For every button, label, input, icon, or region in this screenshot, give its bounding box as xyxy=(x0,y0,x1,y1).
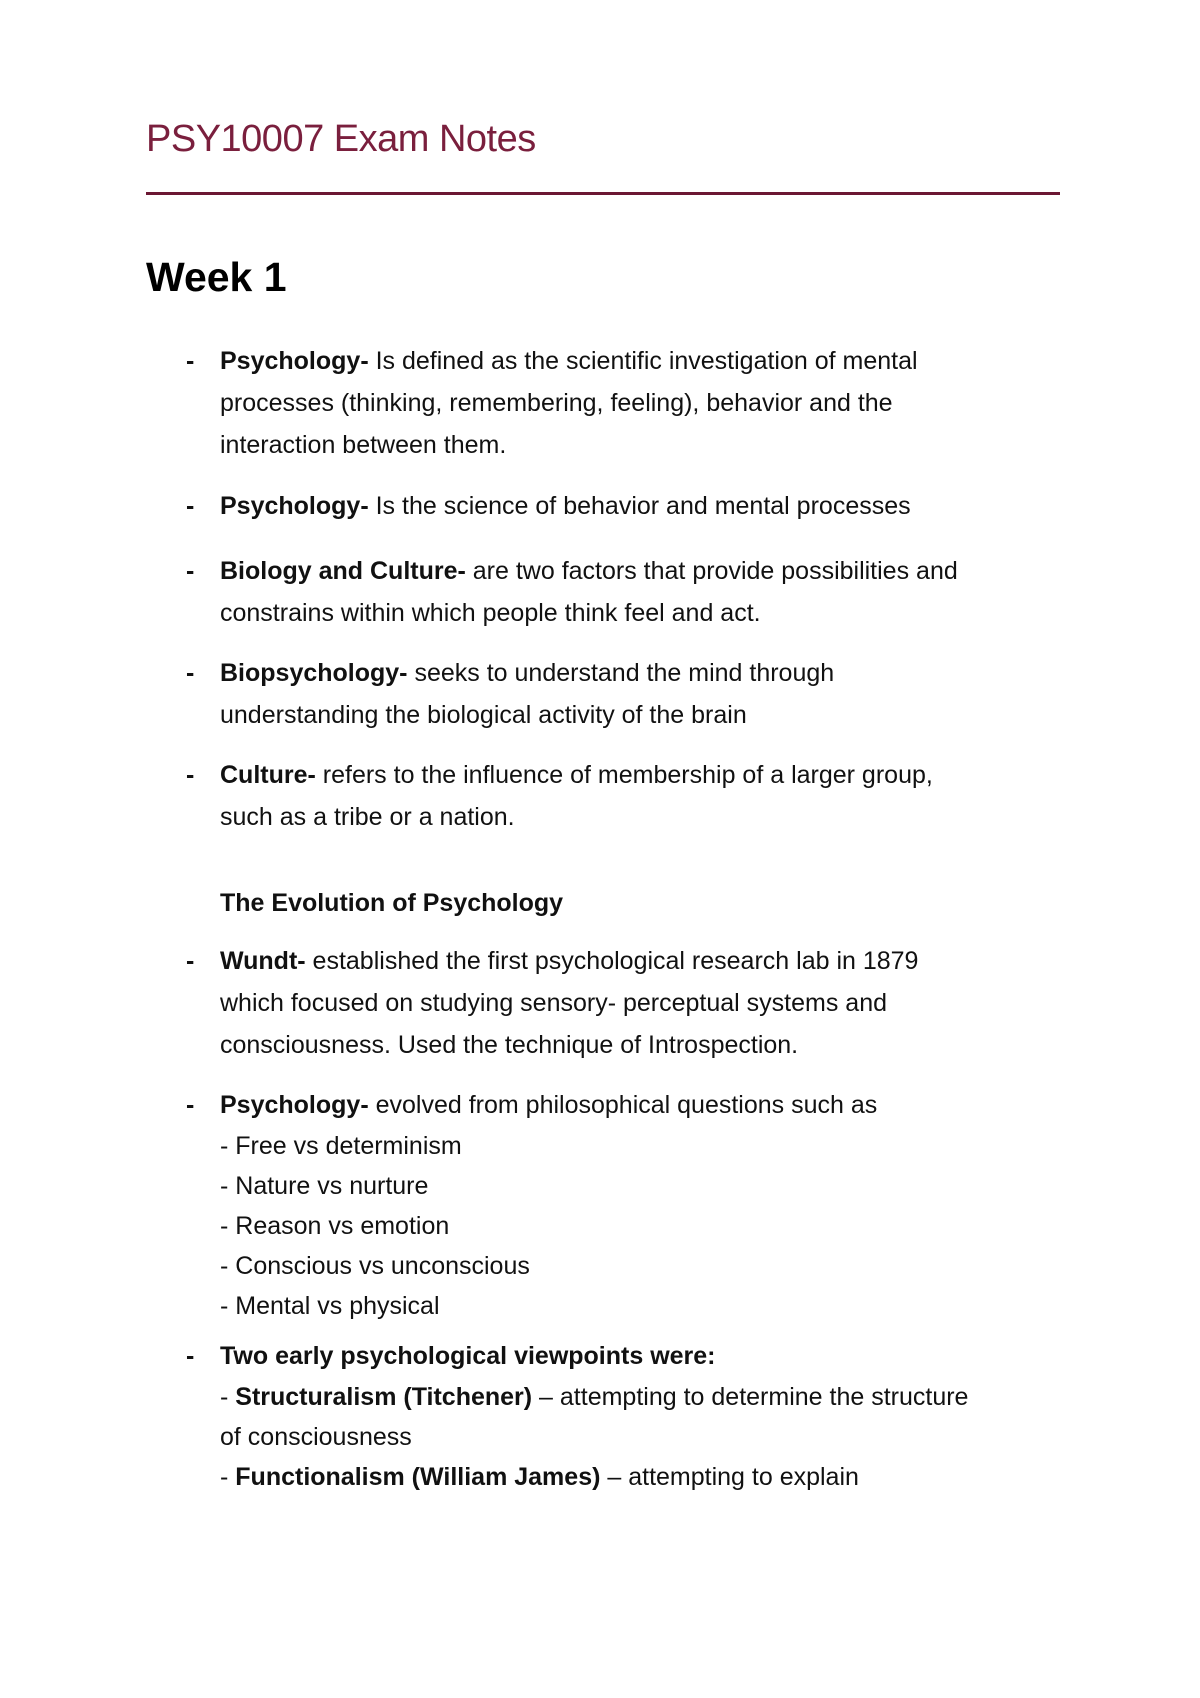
term-label: Biology and Culture- xyxy=(220,557,466,585)
viewpoint-text: of consciousness xyxy=(220,1423,412,1451)
dash-bullet: - xyxy=(186,659,195,687)
sublist-item: - Reason vs emotion xyxy=(220,1212,450,1240)
sublist-item: - Free vs determinism xyxy=(220,1132,462,1160)
viewpoint-functionalism xyxy=(220,1457,1066,1497)
definition-text: consciousness. Used the technique of Introspection. xyxy=(220,1031,799,1059)
viewpoint-term: Functionalism (William James) xyxy=(235,1463,601,1491)
term-label: Biopsychology- xyxy=(220,659,408,687)
list-item-body xyxy=(220,754,1066,838)
definition-text: are two factors that provide possibilities and xyxy=(465,557,958,585)
sublist-item: - Conscious vs unconscious xyxy=(220,1252,530,1280)
list-item-body xyxy=(220,940,1066,1066)
sublist-item: - Mental vs physical xyxy=(220,1292,440,1320)
title-underline-rule xyxy=(146,192,1060,195)
definition-text: processes (thinking, remembering, feeling), behavior and the xyxy=(220,389,893,417)
definition-text: seeks to understand the mind through xyxy=(407,659,835,687)
term-label: Psychology- xyxy=(220,1091,369,1119)
list-item-body xyxy=(220,652,1066,736)
list-item-body xyxy=(220,485,1066,527)
dash-bullet: - xyxy=(186,1342,195,1370)
dash-bullet: - xyxy=(186,347,195,375)
dash-bullet: - xyxy=(186,761,195,789)
definition-text: understanding the biological activity of the brain xyxy=(220,701,747,729)
definition-text: refers to the influence of membership of a larger group, xyxy=(315,761,933,789)
philosophical-questions-list xyxy=(220,1126,1066,1326)
list-item-body xyxy=(220,1335,1066,1497)
list-item-body xyxy=(220,550,1066,634)
viewpoints-list xyxy=(220,1377,1066,1497)
term-label: Psychology- xyxy=(220,347,369,375)
dash-bullet: - xyxy=(186,947,195,975)
term-label: Psychology- xyxy=(220,492,369,520)
term-label: Wundt- xyxy=(220,947,306,975)
dash-bullet: - xyxy=(186,1091,195,1119)
document-title: PSY10007 Exam Notes xyxy=(146,118,536,160)
dash-bullet: - xyxy=(186,492,195,520)
definition-text: established the first psychological research lab in 1879 xyxy=(305,947,919,975)
definition-text: Is defined as the scientific investigation of mental xyxy=(368,347,918,375)
viewpoint-text: – attempting to determine the structure xyxy=(532,1383,969,1411)
dash-bullet: - xyxy=(186,557,195,585)
viewpoint-text: – attempting to explain xyxy=(600,1463,859,1491)
section-subheading: The Evolution of Psychology xyxy=(220,889,564,917)
list-item-body xyxy=(220,340,1066,466)
definition-text: constrains within which people think feel and act. xyxy=(220,599,761,627)
viewpoint-term: Structuralism (Titchener) xyxy=(235,1383,533,1411)
definition-text: Is the science of behavior and mental processes xyxy=(368,492,911,520)
term-label: Culture- xyxy=(220,761,316,789)
list-item-body xyxy=(220,1084,1066,1326)
week-heading: Week 1 xyxy=(146,254,287,300)
sublist-item: - Nature vs nurture xyxy=(220,1172,429,1200)
definition-text: which focused on studying sensory- perceptual systems and xyxy=(220,989,888,1017)
sublist-prefix: - xyxy=(220,1463,236,1491)
viewpoint-structuralism xyxy=(220,1377,1066,1457)
sublist-prefix: - xyxy=(220,1383,236,1411)
definition-text: such as a tribe or a nation. xyxy=(220,803,515,831)
term-label: Two early psychological viewpoints were: xyxy=(220,1342,716,1370)
definition-text: interaction between them. xyxy=(220,431,507,459)
definition-text: evolved from philosophical questions such as xyxy=(368,1091,878,1119)
